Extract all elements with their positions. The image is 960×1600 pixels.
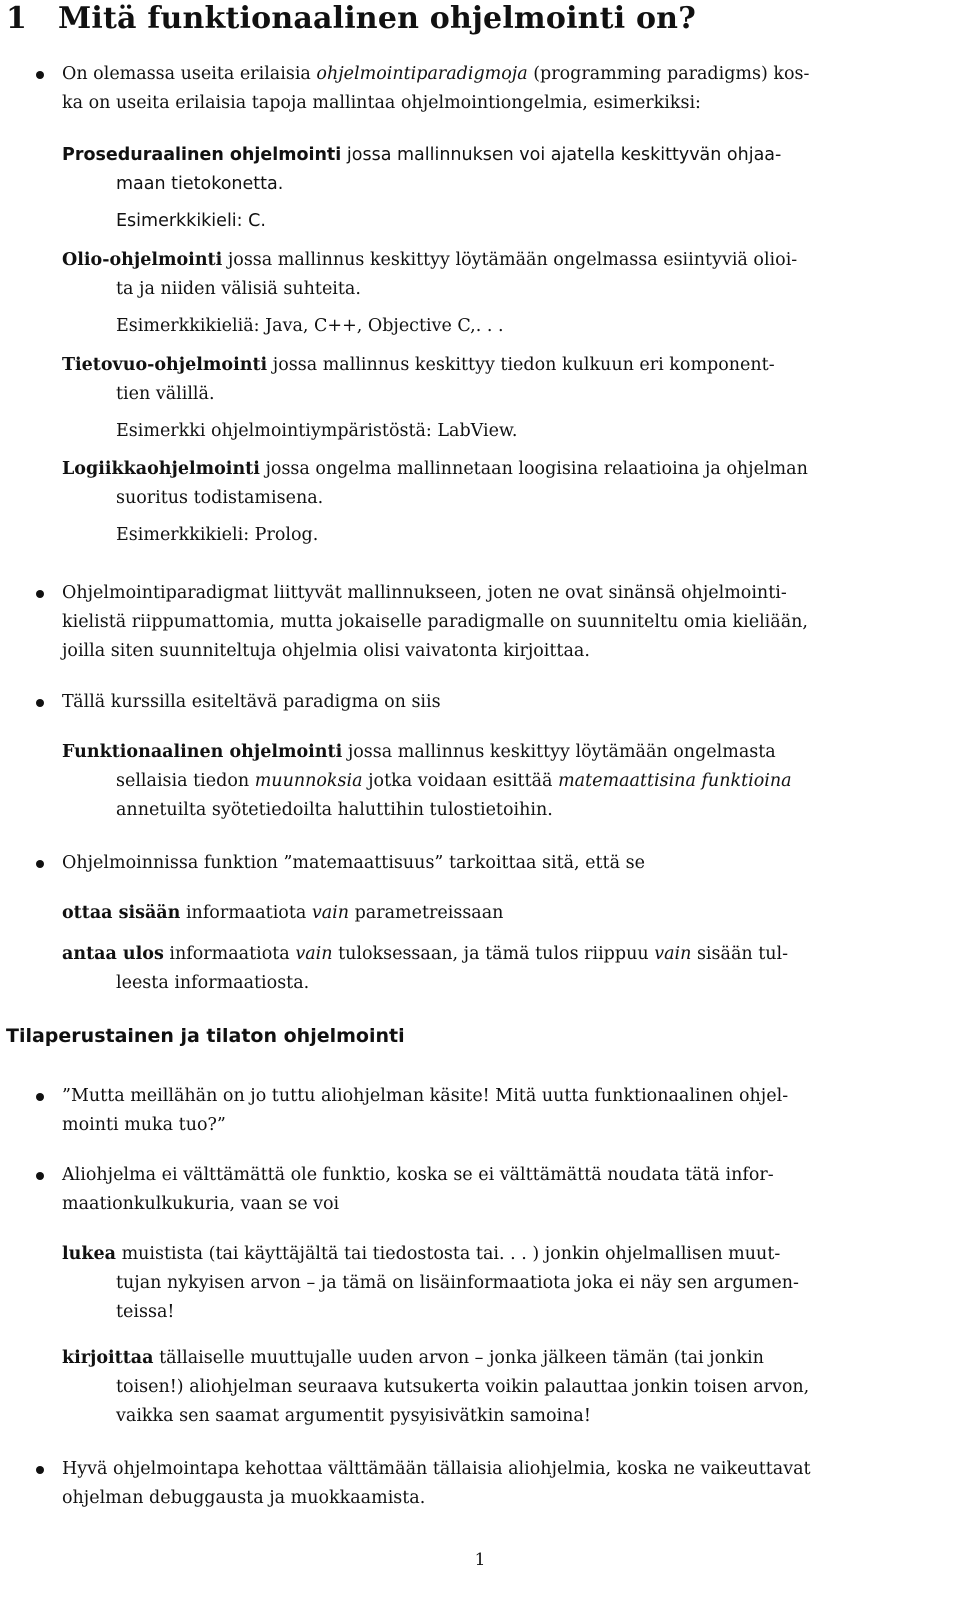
section-number: 1	[6, 1, 28, 36]
takes-in-term: ottaa sisään	[62, 903, 181, 923]
section-title-text: Mitä funktionaalinen ohjelmointi on?	[58, 1, 696, 36]
paradigm-example: Esimerkkikieli: Prolog.	[116, 525, 319, 545]
reads-term: lukea	[62, 1244, 116, 1264]
paradigm-oop: Olio-ohjelmointi jossa mallinnus keskittyy löytämään ongelmassa esiintyviä olioi- ta ja niiden välisiä suhteita. Esimerkkikieliä: Java, C++, Objective C,. . .	[62, 246, 942, 341]
paradigm-term: Tietovuo-ohjelmointi	[62, 355, 268, 375]
bullet-icon	[36, 860, 44, 868]
page-number: 1	[474, 1550, 486, 1570]
paradigm-dataflow: Tietovuo-ohjelmointi jossa mallinnus keskittyy tiedon kulkuun eri komponent- tien välillä. Esimerkki ohjelmointiympäristöstä: LabView.	[62, 351, 942, 446]
subsection-heading: Tilaperustainen ja tilaton ohjelmointi	[6, 1025, 405, 1047]
bullet-icon	[36, 1093, 44, 1101]
takes-in-item: ottaa sisään informaatiota vain parametreissaan	[62, 903, 504, 923]
intro-paragraph: On olemassa useita erilaisia ohjelmointiparadigmoja (programming paradigms) kos- ka on useita erilaisia tapoja mallintaa ohjelmointiongelmia, esimerkiksi:	[62, 64, 810, 113]
mathematical-paragraph: Ohjelmoinnissa funktion ”matemaattisuus” tarkoittaa sitä, että se	[62, 853, 645, 873]
functional-term: Funktionaalinen ohjelmointi	[62, 742, 343, 762]
writes-term: kirjoittaa	[62, 1348, 154, 1368]
section-heading	[6, 2, 696, 36]
paradigm-logic: Logiikkaohjelmointi jossa ongelma mallinnetaan loogisina relaatioina ja ohjelman suoritus todistamisena. Esimerkkikieli: Prolog.	[62, 455, 942, 550]
paradigm-example: Esimerkki ohjelmointiympäristöstä: LabView.	[116, 421, 518, 441]
gives-out-term: antaa ulos	[62, 944, 164, 964]
bullet-icon	[36, 1466, 44, 1474]
bullet-icon	[36, 590, 44, 598]
reads-item: lukea muistista (tai käyttäjältä tai tiedostosta tai. . . ) jonkin ohjelmallisen muut- tujan nykyisen arvon – ja tämä on lisäinformaatiota joka ei näy sen argumen- teissa!	[62, 1244, 799, 1322]
quote-paragraph: ”Mutta meillähän on jo tuttu aliohjelman käsite! Mitä uutta funktionaalinen ohjel- mointi muka tuo?”	[62, 1086, 789, 1135]
functional-definition: Funktionaalinen ohjelmointi jossa mallinnus keskittyy löytämään ongelmasta sellaisia tiedon muunnoksia jotka voidaan esittää matemaattisina funktioina annetuilta syötetiedoilta haluttihin tulostietoihin.	[62, 742, 792, 820]
paradigm-procedural: Proseduraalinen ohjelmointi jossa mallinnuksen voi ajatella keskittyvän ohjaa- maan tietokonetta. Esimerkkikieli: C.	[62, 141, 942, 236]
good-practice-paragraph: Hyvä ohjelmointapa kehottaa välttämään tällaisia aliohjelmia, koska ne vaikeuttavat ohjelman debuggausta ja muokkaamista.	[62, 1459, 811, 1508]
paradigm-example: Esimerkkikieli: C.	[116, 211, 266, 231]
paradigms-emphasis: ohjelmointiparadigmoja	[316, 64, 528, 84]
writes-item: kirjoittaa tällaiselle muuttujalle uuden arvon – jonka jälkeen tämän (tai jonkin toisen!) aliohjelman seuraava kutsukerta voikin palauttaa jonkin toisen arvon, vaikka sen saamat argumentit pysyisivätkin samoina!	[62, 1348, 810, 1426]
subroutine-paragraph: Aliohjelma ei välttämättä ole funktio, koska se ei välttämättä noudata tätä infor- maationkulkukuria, vaan se voi	[62, 1165, 774, 1214]
paradigm-term: Logiikkaohjelmointi	[62, 459, 260, 479]
bullet-icon	[36, 1172, 44, 1180]
paradigm-example: Esimerkkikieliä: Java, C++, Objective C,. . .	[116, 316, 504, 336]
gives-out-item: antaa ulos informaatiota vain tuloksessaan, ja tämä tulos riippuu vain sisään tul- leesta informaatiosta.	[62, 944, 789, 993]
paradigm-language-paragraph: Ohjelmointiparadigmat liittyvät mallinnukseen, joten ne ovat sinänsä ohjelmointi- kielistä riippumattomia, mutta jokaiselle paradigmalle on suunniteltu omia kieliään, joilla siten suunniteltuja ohjelmia olisi vaivatonta kirjoittaa.	[62, 583, 808, 661]
bullet-icon	[36, 699, 44, 707]
paradigm-term: Olio-ohjelmointi	[62, 250, 223, 270]
bullet-icon	[36, 71, 44, 79]
paradigm-term: Proseduraalinen ohjelmointi	[62, 145, 342, 165]
course-paradigm-paragraph: Tällä kurssilla esiteltävä paradigma on siis	[62, 692, 441, 712]
